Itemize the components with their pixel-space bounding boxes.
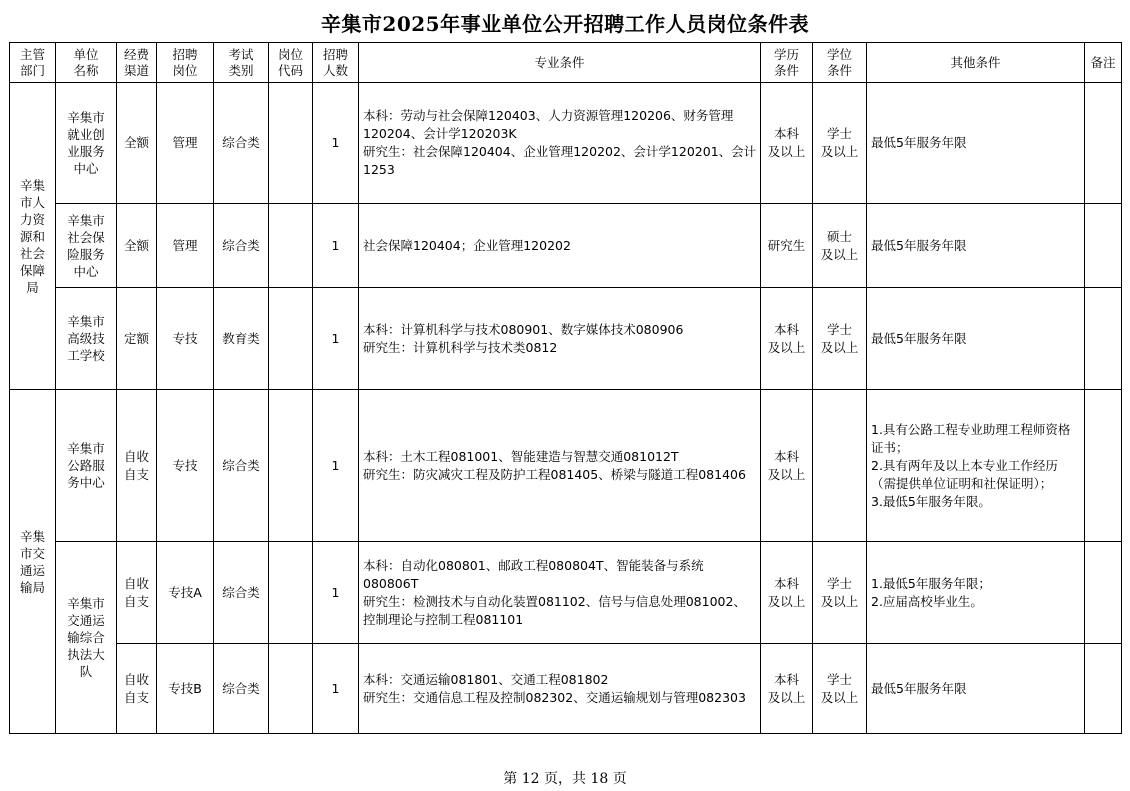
code-cell (269, 83, 313, 204)
header-unit: 单位 名称 (56, 43, 117, 83)
position-cell: 专技A (157, 542, 214, 644)
unit-cell: 辛集市 交通运 输综合 执法大 队 (56, 542, 117, 734)
degree-cell: 学士 及以上 (813, 288, 867, 390)
funding-cell: 全额 (117, 83, 157, 204)
note-cell (1085, 542, 1122, 644)
code-cell (269, 390, 313, 542)
dept-cell: 辛集 市人 力资 源和 社会 保障 局 (10, 83, 56, 390)
major-cell: 本科：自动化080801、邮政工程080804T、智能装备与系统080806T 研究生：检测技术与自动化装置081102、信号与信息处理081002、控制理论与控制工程081101 (359, 542, 761, 644)
code-cell (269, 204, 313, 288)
count-cell: 1 (313, 390, 359, 542)
other-cell: 最低5年服务年限 (867, 204, 1085, 288)
edu-cell: 本科 及以上 (761, 644, 813, 734)
funding-cell: 自收 自支 (117, 390, 157, 542)
major-cell: 社会保障120404；企业管理120202 (359, 204, 761, 288)
header-exam: 考试 类别 (214, 43, 269, 83)
header-major: 专业条件 (359, 43, 761, 83)
header-row (10, 43, 1122, 83)
edu-cell: 本科 及以上 (761, 288, 813, 390)
edu-cell: 本科 及以上 (761, 542, 813, 644)
header-count: 招聘 人数 (313, 43, 359, 83)
other-cell: 1.最低5年服务年限； 2.应届高校毕业生。 (867, 542, 1085, 644)
other-cell: 最低5年服务年限 (867, 288, 1085, 390)
header-funding: 经费 渠道 (117, 43, 157, 83)
unit-cell: 辛集市 就业创 业服务 中心 (56, 83, 117, 204)
count-cell: 1 (313, 644, 359, 734)
table-row (10, 542, 1122, 644)
note-cell (1085, 83, 1122, 204)
other-cell: 最低5年服务年限 (867, 644, 1085, 734)
major-cell: 本科：劳动与社会保障120403、人力资源管理120206、财务管理120204、会计学120203K 研究生：社会保障120404、企业管理120202、会计学120201、会计1253 (359, 83, 761, 204)
unit-cell: 辛集市 公路服 务中心 (56, 390, 117, 542)
header-note: 备注 (1085, 43, 1122, 83)
position-cell: 专技 (157, 288, 214, 390)
note-cell (1085, 390, 1122, 542)
position-cell: 管理 (157, 204, 214, 288)
major-cell: 本科：土木工程081001、智能建造与智慧交通081012T 研究生：防灾减灾工程及防护工程081405、桥梁与隧道工程081406 (359, 390, 761, 542)
other-cell: 最低5年服务年限 (867, 83, 1085, 204)
degree-cell: 学士 及以上 (813, 644, 867, 734)
table-row (10, 83, 1122, 204)
position-cell: 专技 (157, 390, 214, 542)
other-cell: 1.具有公路工程专业助理工程师资格证书； 2.具有两年及以上本专业工作经历（需提供单位证明和社保证明）； 3.最低5年服务年限。 (867, 390, 1085, 542)
major-cell: 本科：计算机科学与技术080901、数字媒体技术080906 研究生：计算机科学与技术类0812 (359, 288, 761, 390)
header-code: 岗位 代码 (269, 43, 313, 83)
header-other: 其他条件 (867, 43, 1085, 83)
unit-cell: 辛集市 社会保 险服务 中心 (56, 204, 117, 288)
degree-cell: 硕士 及以上 (813, 204, 867, 288)
note-cell (1085, 288, 1122, 390)
exam-cell: 综合类 (214, 204, 269, 288)
edu-cell: 研究生 (761, 204, 813, 288)
degree-cell (813, 390, 867, 542)
table-row (10, 390, 1122, 542)
count-cell: 1 (313, 204, 359, 288)
exam-cell: 综合类 (214, 644, 269, 734)
exam-cell: 综合类 (214, 83, 269, 204)
exam-cell: 教育类 (214, 288, 269, 390)
edu-cell: 本科 及以上 (761, 390, 813, 542)
header-dept: 主管 部门 (10, 43, 56, 83)
code-cell (269, 542, 313, 644)
page-number: 第 12 页，共 18 页 (503, 771, 627, 787)
major-cell: 本科：交通运输081801、交通工程081802 研究生：交通信息工程及控制082302、交通运输规划与管理082303 (359, 644, 761, 734)
unit-cell: 辛集市 高级技 工学校 (56, 288, 117, 390)
code-cell (269, 288, 313, 390)
count-cell: 1 (313, 288, 359, 390)
position-cell: 专技B (157, 644, 214, 734)
funding-cell: 定额 (117, 288, 157, 390)
funding-cell: 全额 (117, 204, 157, 288)
exam-cell: 综合类 (214, 390, 269, 542)
table-row (10, 204, 1122, 288)
position-cell: 管理 (157, 83, 214, 204)
count-cell: 1 (313, 542, 359, 644)
exam-cell: 综合类 (214, 542, 269, 644)
table-row (10, 288, 1122, 390)
edu-cell: 本科 及以上 (761, 83, 813, 204)
count-cell: 1 (313, 83, 359, 204)
degree-cell: 学士 及以上 (813, 542, 867, 644)
degree-cell: 学士 及以上 (813, 83, 867, 204)
table-row (10, 644, 1122, 734)
header-degree: 学位 条件 (813, 43, 867, 83)
note-cell (1085, 204, 1122, 288)
dept-cell: 辛集 市交 通运 输局 (10, 390, 56, 734)
funding-cell: 自收 自支 (117, 542, 157, 644)
position-table (9, 42, 1122, 734)
note-cell (1085, 644, 1122, 734)
funding-cell: 自收 自支 (117, 644, 157, 734)
header-position: 招聘 岗位 (157, 43, 214, 83)
code-cell (269, 644, 313, 734)
header-edu: 学历 条件 (761, 43, 813, 83)
page-title: 辛集市2025年事业单位公开招聘工作人员岗位条件表 (320, 12, 810, 36)
